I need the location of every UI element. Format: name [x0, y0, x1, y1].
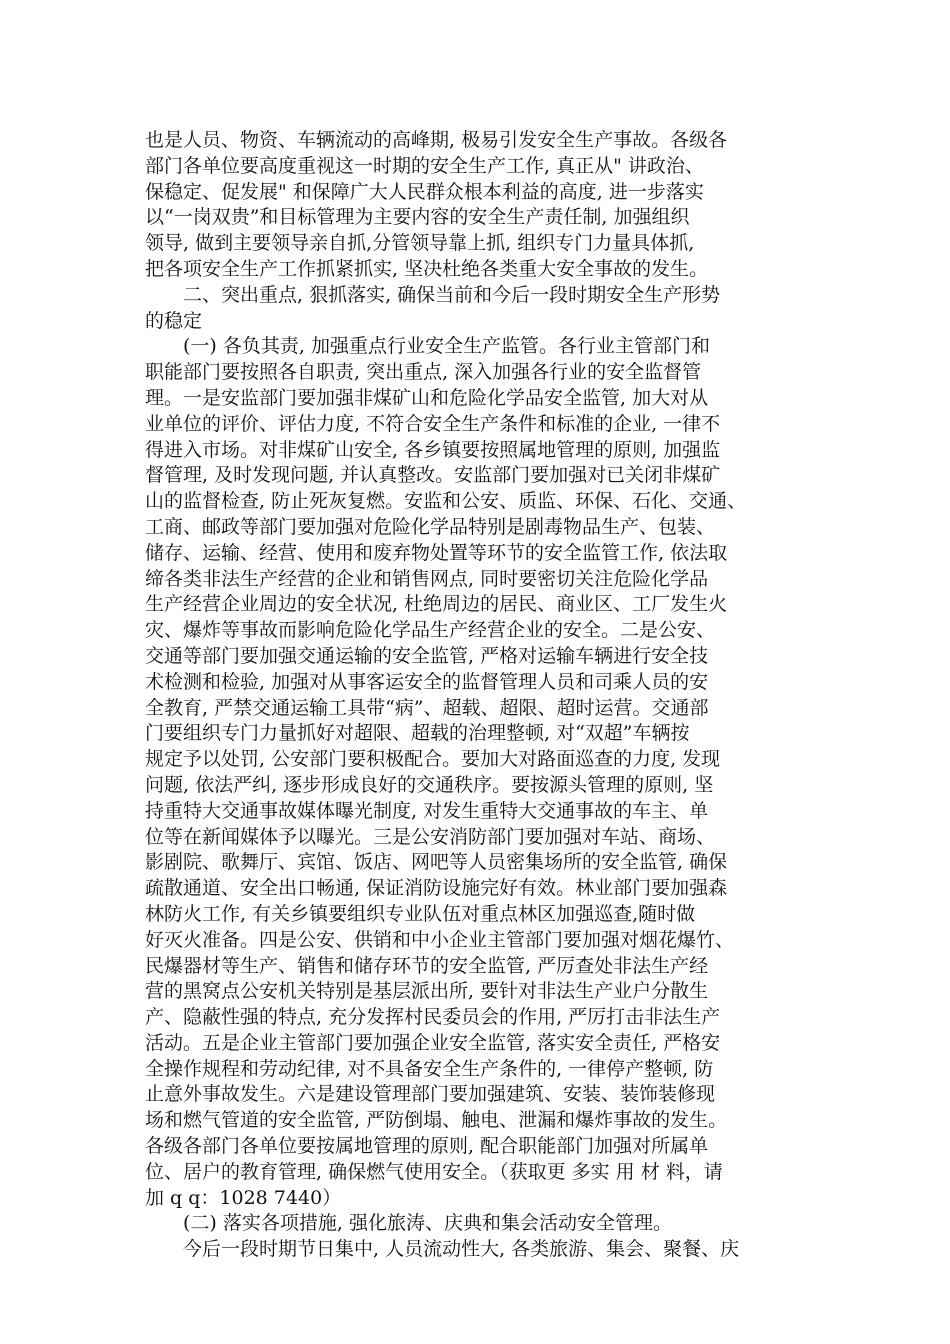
text-line: 疏散通道、安全出口畅通, 保证消防设施完好有效。林业部门要加强森	[145, 877, 728, 900]
body-text	[145, 128, 815, 1263]
text-line: 全教育, 严禁交通运输工具带“病”、超载、超限、超时运营。交通部	[145, 696, 709, 719]
text-line: 产、隐蔽性强的特点, 充分发挥村民委员会的作用, 严厉打击非法生产	[145, 1006, 721, 1029]
text-line: 督管理, 及时发现问题, 并认真整改。安监部门要加强对已关闭非煤矿	[145, 464, 721, 487]
text-line: 术检测和检验, 加强对从事客运安全的监督管理人员和司乘人员的安	[145, 670, 709, 693]
text-line: 林防火工作, 有关乡镇要组织专业队伍对重点林区加强巡查,随时做	[145, 902, 696, 925]
text-line: 持重特大交通事故媒体曝光制度, 对发生重特大交通事故的车主、单	[145, 799, 709, 822]
text-line: 把各项安全生产工作抓紧抓实, 坚决杜绝各类重大安全事故的发生。	[145, 257, 709, 280]
text-line: 影剧院、歌舞厅、宾馆、饭店、网吧等人员密集场所的安全监管, 确保	[145, 851, 728, 874]
subsection-heading: (一) 各负其责, 加强重点行业安全生产监管。各行业主管部门和	[183, 335, 710, 358]
text-line: 活动。五是企业主管部门要加强企业安全监管, 落实安全责任, 严格安	[145, 1031, 721, 1054]
text-line: 止意外事故发生。六是建设管理部门要加强建筑、安装、装饰装修现	[145, 1083, 716, 1106]
contact-line: 加 q q：1028 7440）	[145, 1186, 342, 1209]
text-line: 理。一是安监部门要加强非煤矿山和危险化学品安全监管, 加大对从	[145, 386, 709, 409]
subsection-heading: (二) 落实各项措施, 强化旅涛、庆典和集会活动安全管理。	[183, 1212, 672, 1235]
text-line: 储存、运输、经营、使用和废弃物处置等环节的安全监管工作, 依法取	[145, 541, 728, 564]
text-line: 山的监督检查, 防止死灰复燃。安监和公安、质监、环保、石化、交通、	[145, 490, 747, 513]
text-line: 部门各单位要高度重视这一时期的安全生产工作, 真正从" 讲政治、	[145, 154, 704, 177]
text-line: 位等在新闻媒体予以曝光。三是公安消防部门要加强对车站、商场、	[145, 825, 716, 848]
text-line: 交通等部门要加强交通运输的安全监管, 严格对运输车辆进行安全技	[145, 644, 709, 667]
text-line: 今后一段时期节日集中, 人员流动性大, 各类旅游、集会、聚餐、庆	[183, 1238, 740, 1261]
text-line: 营的黑窝点公安机关特别是基层派出所, 要针对非法生产业户分散生	[145, 980, 709, 1003]
text-line: 民爆器材等生产、销售和储存环节的安全监管, 严厉查处非法生产经	[145, 954, 709, 977]
text-line: 规定予以处罚, 公安部门要积极配合。要加大对路面巡查的力度, 发现	[145, 748, 721, 771]
text-line: 生产经营企业周边的安全状况, 杜绝周边的居民、商业区、工厂发生火	[145, 593, 728, 616]
section-heading-continued: 的稳定	[145, 309, 203, 332]
text-line: 门要组织专门力量抓好对超限、超载的治理整顿, 对“双超”车辆按	[145, 722, 690, 745]
text-line: 工商、邮政等部门要加强对危险化学品特别是剧毒物品生产、包装、	[145, 515, 716, 538]
text-line: 也是人员、物资、车辆流动的高峰期, 极易引发安全生产事故。各级各	[145, 129, 728, 151]
text-line: 位、居户的教育管理, 确保燃气使用安全。（获取更 多实 用 材 料，请	[145, 1160, 723, 1183]
text-line: 保稳定、促发展" 和保障广大人民群众根本利益的高度, 进一步落实	[145, 180, 704, 203]
text-line: 全操作规程和劳动纪律, 对不具备安全生产条件的, 一律停产整顿, 防	[145, 1057, 714, 1080]
section-heading: 二、突出重点, 狠抓落实, 确保当前和今后一段时期安全生产形势	[183, 283, 721, 306]
text-line: 好灭火准备。四是公安、供销和中小企业主管部门要加强对烟花爆竹、	[145, 928, 735, 951]
text-line: 业单位的评价、评估力度, 不符合安全生产条件和标准的企业, 一律不	[145, 412, 721, 435]
text-line: 各级各部门各单位要按属地管理的原则, 配合职能部门加强对所属单	[145, 1135, 709, 1158]
text-line: 缔各类非法生产经营的企业和销售网点, 同时要密切关注危险化学品	[145, 567, 709, 590]
text-line: 以“一岗双贵”和目标管理为主要内容的安全生产责任制, 加强组织	[145, 206, 690, 229]
text-line: 领导, 做到主要领导亲自抓,分管领导靠上抓, 组织专门力量具体抓,	[145, 232, 695, 255]
text-line: 职能部门要按照各自职责, 突出重点, 深入加强各行业的安全监督管	[145, 361, 702, 384]
text-line: 得进入市场。对非煤矿山安全, 各乡镇要按照属地管理的原则, 加强监	[145, 438, 721, 461]
text-line: 灾、爆炸等事故而影响危险化学品生产经营企业的安全。二是公安、	[145, 619, 716, 642]
text-line: 问题, 依法严纠, 逐步形成良好的交通秩序。要按源头管理的原则, 坚	[145, 773, 714, 796]
text-line: 场和燃气管道的安全监管, 严防倒塌、触电、泄漏和爆炸事故的发生。	[145, 1109, 728, 1132]
